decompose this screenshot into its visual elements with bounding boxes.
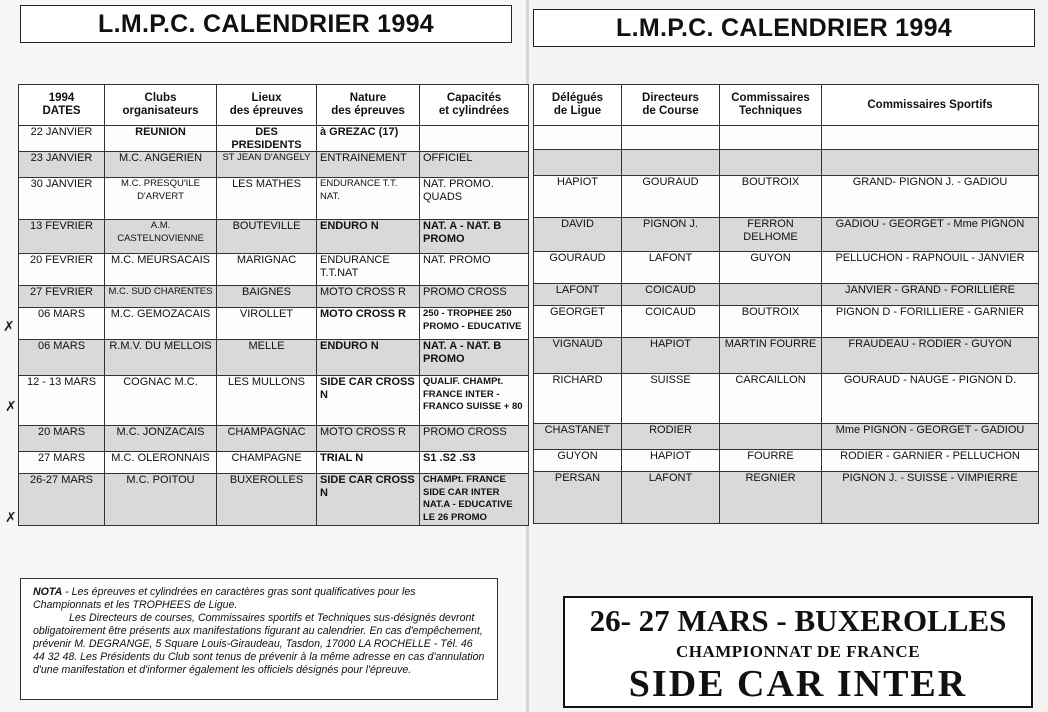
header-commissaires-sportifs: Commissaires Sportifs [822, 85, 1039, 126]
cell-date: 12 - 13 MARS [19, 376, 105, 426]
header-capacites: Capacités et cylindrées [420, 85, 529, 126]
cell-commissaire-technique: MARTIN FOURRE [720, 338, 822, 374]
handwritten-mark: ✗ [3, 318, 15, 334]
cell-commissaires-sportifs [822, 150, 1039, 176]
right-header-row [534, 85, 1039, 126]
cell-lieu: ST JEAN D'ANGELY [217, 152, 317, 178]
cell-commissaire-technique: GUYON [720, 252, 822, 284]
header-nature: Nature des épreuves [317, 85, 420, 126]
table-row [534, 284, 1039, 306]
cell-delegue: CHASTANET [534, 424, 622, 450]
cell-commissaire-technique: REGNIER [720, 472, 822, 524]
left-header-row [19, 85, 529, 126]
table-row [19, 308, 529, 340]
cell-delegue: RICHARD [534, 374, 622, 424]
cell-delegue: LAFONT [534, 284, 622, 306]
cell-commissaires-sportifs: GOURAUD - NAUGE - PIGNON D. [822, 374, 1039, 424]
cell-date: 27 FEVRIER [19, 286, 105, 308]
cell-lieu: BUXEROLLES [217, 474, 317, 526]
cell-commissaires-sportifs: GRAND- PIGNON J. - GADIOU [822, 176, 1039, 218]
cell-commissaire-technique [720, 150, 822, 176]
cell-lieu: MELLE [217, 340, 317, 376]
table-row [534, 472, 1039, 524]
cell-capacite: NAT. A - NAT. B PROMO [420, 340, 529, 376]
handwritten-mark: ✗ [5, 509, 17, 525]
cell-commissaires-sportifs: GADIOU - GEORGET - Mme PIGNON [822, 218, 1039, 252]
cell-capacite: NAT. A - NAT. B PROMO [420, 220, 529, 254]
cell-directeur: LAFONT [622, 252, 720, 284]
cell-commissaire-technique: BOUTROIX [720, 306, 822, 338]
cell-club: R.M.V. DU MELLOIS [105, 340, 217, 376]
cell-lieu: VIROLLET [217, 308, 317, 340]
cell-nature: TRIAL N [317, 452, 420, 474]
cell-date: 20 MARS [19, 426, 105, 452]
cell-delegue [534, 150, 622, 176]
cell-nature: ENDURO N [317, 340, 420, 376]
cell-nature: MOTO CROSS R [317, 286, 420, 308]
cell-delegue: GUYON [534, 450, 622, 472]
cell-club: M.C. MEURSACAIS [105, 254, 217, 286]
cell-commissaire-technique: BOUTROIX [720, 176, 822, 218]
cell-commissaires-sportifs [822, 126, 1039, 150]
event-advert [563, 596, 1033, 708]
cell-commissaire-technique: CARCAILLON [720, 374, 822, 424]
cell-delegue: GEORGET [534, 306, 622, 338]
table-row [19, 286, 529, 308]
cell-lieu: BAIGNES [217, 286, 317, 308]
cell-capacite: OFFICIEL [420, 152, 529, 178]
cell-directeur: GOURAUD [622, 176, 720, 218]
cell-date: 13 FEVRIER [19, 220, 105, 254]
cell-club: M.C. OLERONNAIS [105, 452, 217, 474]
nota-paragraph-1: - Les épreuves et cylindrées en caractères gras sont qualificatives pour les Championnats et les TROPHEES de Ligue. [33, 586, 416, 611]
cell-directeur: COICAUD [622, 306, 720, 338]
cell-club: REUNION [105, 126, 217, 152]
cell-nature: ENDURO N [317, 220, 420, 254]
cell-club: M.C. GEMOZACAIS [105, 308, 217, 340]
cell-directeur: LAFONT [622, 472, 720, 524]
cell-lieu: BOUTEVILLE [217, 220, 317, 254]
table-row [534, 424, 1039, 450]
cell-nature: ENDURANCE T.T. NAT. [317, 178, 420, 220]
cell-commissaire-technique [720, 424, 822, 450]
cell-capacite: CHAMPt. FRANCE SIDE CAR INTER NAT.A - EDUCATIVE LE 26 PROMO [420, 474, 529, 526]
cell-commissaires-sportifs: JANVIER - GRAND - FORILLIÉRE [822, 284, 1039, 306]
cell-nature: SIDE CAR CROSS N [317, 474, 420, 526]
cell-commissaires-sportifs: PIGNON J. - SUISSE - VIMPIERRE [822, 472, 1039, 524]
cell-commissaire-technique: FOURRE [720, 450, 822, 472]
cell-nature: à GREZAC (17) [317, 126, 420, 152]
table-row [19, 220, 529, 254]
table-row [19, 254, 529, 286]
cell-date: 26-27 MARS [19, 474, 105, 526]
cell-directeur [622, 126, 720, 150]
table-row [19, 426, 529, 452]
cell-commissaires-sportifs: PIGNON D - FORILLIERE - GARNIER [822, 306, 1039, 338]
table-row [534, 252, 1039, 284]
cell-club: COGNAC M.C. [105, 376, 217, 426]
cell-club: M.C. POITOU [105, 474, 217, 526]
calendar-table-right [533, 84, 1039, 524]
cell-commissaires-sportifs: FRAUDEAU - RODIER - GUYON [822, 338, 1039, 374]
cell-directeur: RODIER [622, 424, 720, 450]
cell-capacite: NAT. PROMO. QUADS [420, 178, 529, 220]
header-dates: 1994 DATES [19, 85, 105, 126]
cell-lieu: CHAMPAGNAC [217, 426, 317, 452]
cell-club: M.C. JONZACAIS [105, 426, 217, 452]
nota-label: NOTA [33, 586, 63, 598]
nota-box [20, 578, 498, 700]
cell-directeur [622, 150, 720, 176]
cell-club: M.C. PRESQU'ILE D'ARVERT [105, 178, 217, 220]
cell-date: 22 JANVIER [19, 126, 105, 152]
cell-date: 06 MARS [19, 340, 105, 376]
table-row [19, 126, 529, 152]
cell-delegue: PERSAN [534, 472, 622, 524]
left-page-title: L.M.P.C. CALENDRIER 1994 [20, 5, 512, 43]
cell-commissaire-technique [720, 126, 822, 150]
cell-delegue: DAVID [534, 218, 622, 252]
cell-delegue: GOURAUD [534, 252, 622, 284]
right-page-title: L.M.P.C. CALENDRIER 1994 [533, 9, 1035, 47]
cell-capacite: QUALIF. CHAMPt. FRANCE INTER - FRANCO SUISSE + 80 [420, 376, 529, 426]
table-row [19, 474, 529, 526]
cell-directeur: HAPIOT [622, 338, 720, 374]
header-directeurs: Directeurs de Course [622, 85, 720, 126]
cell-delegue: VIGNAUD [534, 338, 622, 374]
table-row [534, 218, 1039, 252]
advert-championship: CHAMPIONNAT DE FRANCE [675, 642, 921, 661]
header-lieux: Lieux des épreuves [217, 85, 317, 126]
calendar-table-left [18, 84, 529, 526]
cell-nature: MOTO CROSS R [317, 308, 420, 340]
cell-commissaire-technique [720, 284, 822, 306]
cell-nature: SIDE CAR CROSS N [317, 376, 420, 426]
header-clubs: Clubs organisateurs [105, 85, 217, 126]
advert-date-place: 26- 27 MARS - BUXEROLLES [589, 603, 1007, 638]
cell-nature: ENTRAINEMENT [317, 152, 420, 178]
cell-capacite: NAT. PROMO [420, 254, 529, 286]
cell-delegue: HAPIOT [534, 176, 622, 218]
table-row [534, 338, 1039, 374]
cell-club: M.C. SUD CHARENTES [105, 286, 217, 308]
table-row [19, 376, 529, 426]
cell-directeur: COICAUD [622, 284, 720, 306]
cell-commissaire-technique: FERRON DELHOME [720, 218, 822, 252]
cell-commissaires-sportifs: Mme PIGNON - GEORGET - GADIOU [822, 424, 1039, 450]
cell-nature: ENDURANCE T.T.NAT [317, 254, 420, 286]
table-row [534, 450, 1039, 472]
cell-directeur: PIGNON J. [622, 218, 720, 252]
cell-lieu: MARIGNAC [217, 254, 317, 286]
cell-date: 30 JANVIER [19, 178, 105, 220]
cell-directeur: SUISSE [622, 374, 720, 424]
table-row [534, 176, 1039, 218]
cell-date: 23 JANVIER [19, 152, 105, 178]
cell-capacite: PROMO CROSS [420, 286, 529, 308]
cell-date: 27 MARS [19, 452, 105, 474]
cell-nature: MOTO CROSS R [317, 426, 420, 452]
table-row [19, 340, 529, 376]
cell-club: M.C. ANGERIEN [105, 152, 217, 178]
table-row [19, 152, 529, 178]
cell-delegue [534, 126, 622, 150]
cell-directeur: HAPIOT [622, 450, 720, 472]
cell-capacite: 250 - TROPHEE 250 PROMO - EDUCATIVE [420, 308, 529, 340]
header-delegues: Délégués de Ligue [534, 85, 622, 126]
nota-paragraph-2: Les Directeurs de courses, Commissaires sportifs et Techniques sus-désignés devront obligatoirement être présents aux manifestations figurant au calendrier. En cas d'empêchement, prévenir M. DEGRANGE, 5 Square Louis-Giraudeau, Tasdon, 17000 LA ROCHELLE - Tél. 46 44 32 48. Les Présidents du Club sont tenus de prévenir à la même adresse en cas d'annulation d'une manifestation et d'informer également les officiels désignés pour l'épreuve. [33, 612, 485, 676]
cell-lieu: LES MATHES [217, 178, 317, 220]
table-row [19, 178, 529, 220]
handwritten-mark: ✗ [5, 398, 17, 414]
table-row [534, 306, 1039, 338]
cell-commissaires-sportifs: PELLUCHON - RAPNOUIL - JANVIER [822, 252, 1039, 284]
cell-date: 20 FEVRIER [19, 254, 105, 286]
cell-capacite: S1 .S2 .S3 [420, 452, 529, 474]
header-commissaires-techniques: Commissaires Techniques [720, 85, 822, 126]
advert-category: SIDE CAR INTER [628, 663, 968, 705]
cell-capacite: PROMO CROSS [420, 426, 529, 452]
cell-commissaires-sportifs: RODIER - GARNIER - PELLUCHON [822, 450, 1039, 472]
cell-date: 06 MARS [19, 308, 105, 340]
cell-capacite [420, 126, 529, 152]
table-row [19, 452, 529, 474]
table-row [534, 126, 1039, 150]
table-row [534, 150, 1039, 176]
cell-lieu: LES MULLONS [217, 376, 317, 426]
table-row [534, 374, 1039, 424]
cell-club: A.M. CASTELNOVIENNE [105, 220, 217, 254]
cell-lieu: CHAMPAGNE [217, 452, 317, 474]
cell-lieu: DES PRESIDENTS [217, 126, 317, 152]
